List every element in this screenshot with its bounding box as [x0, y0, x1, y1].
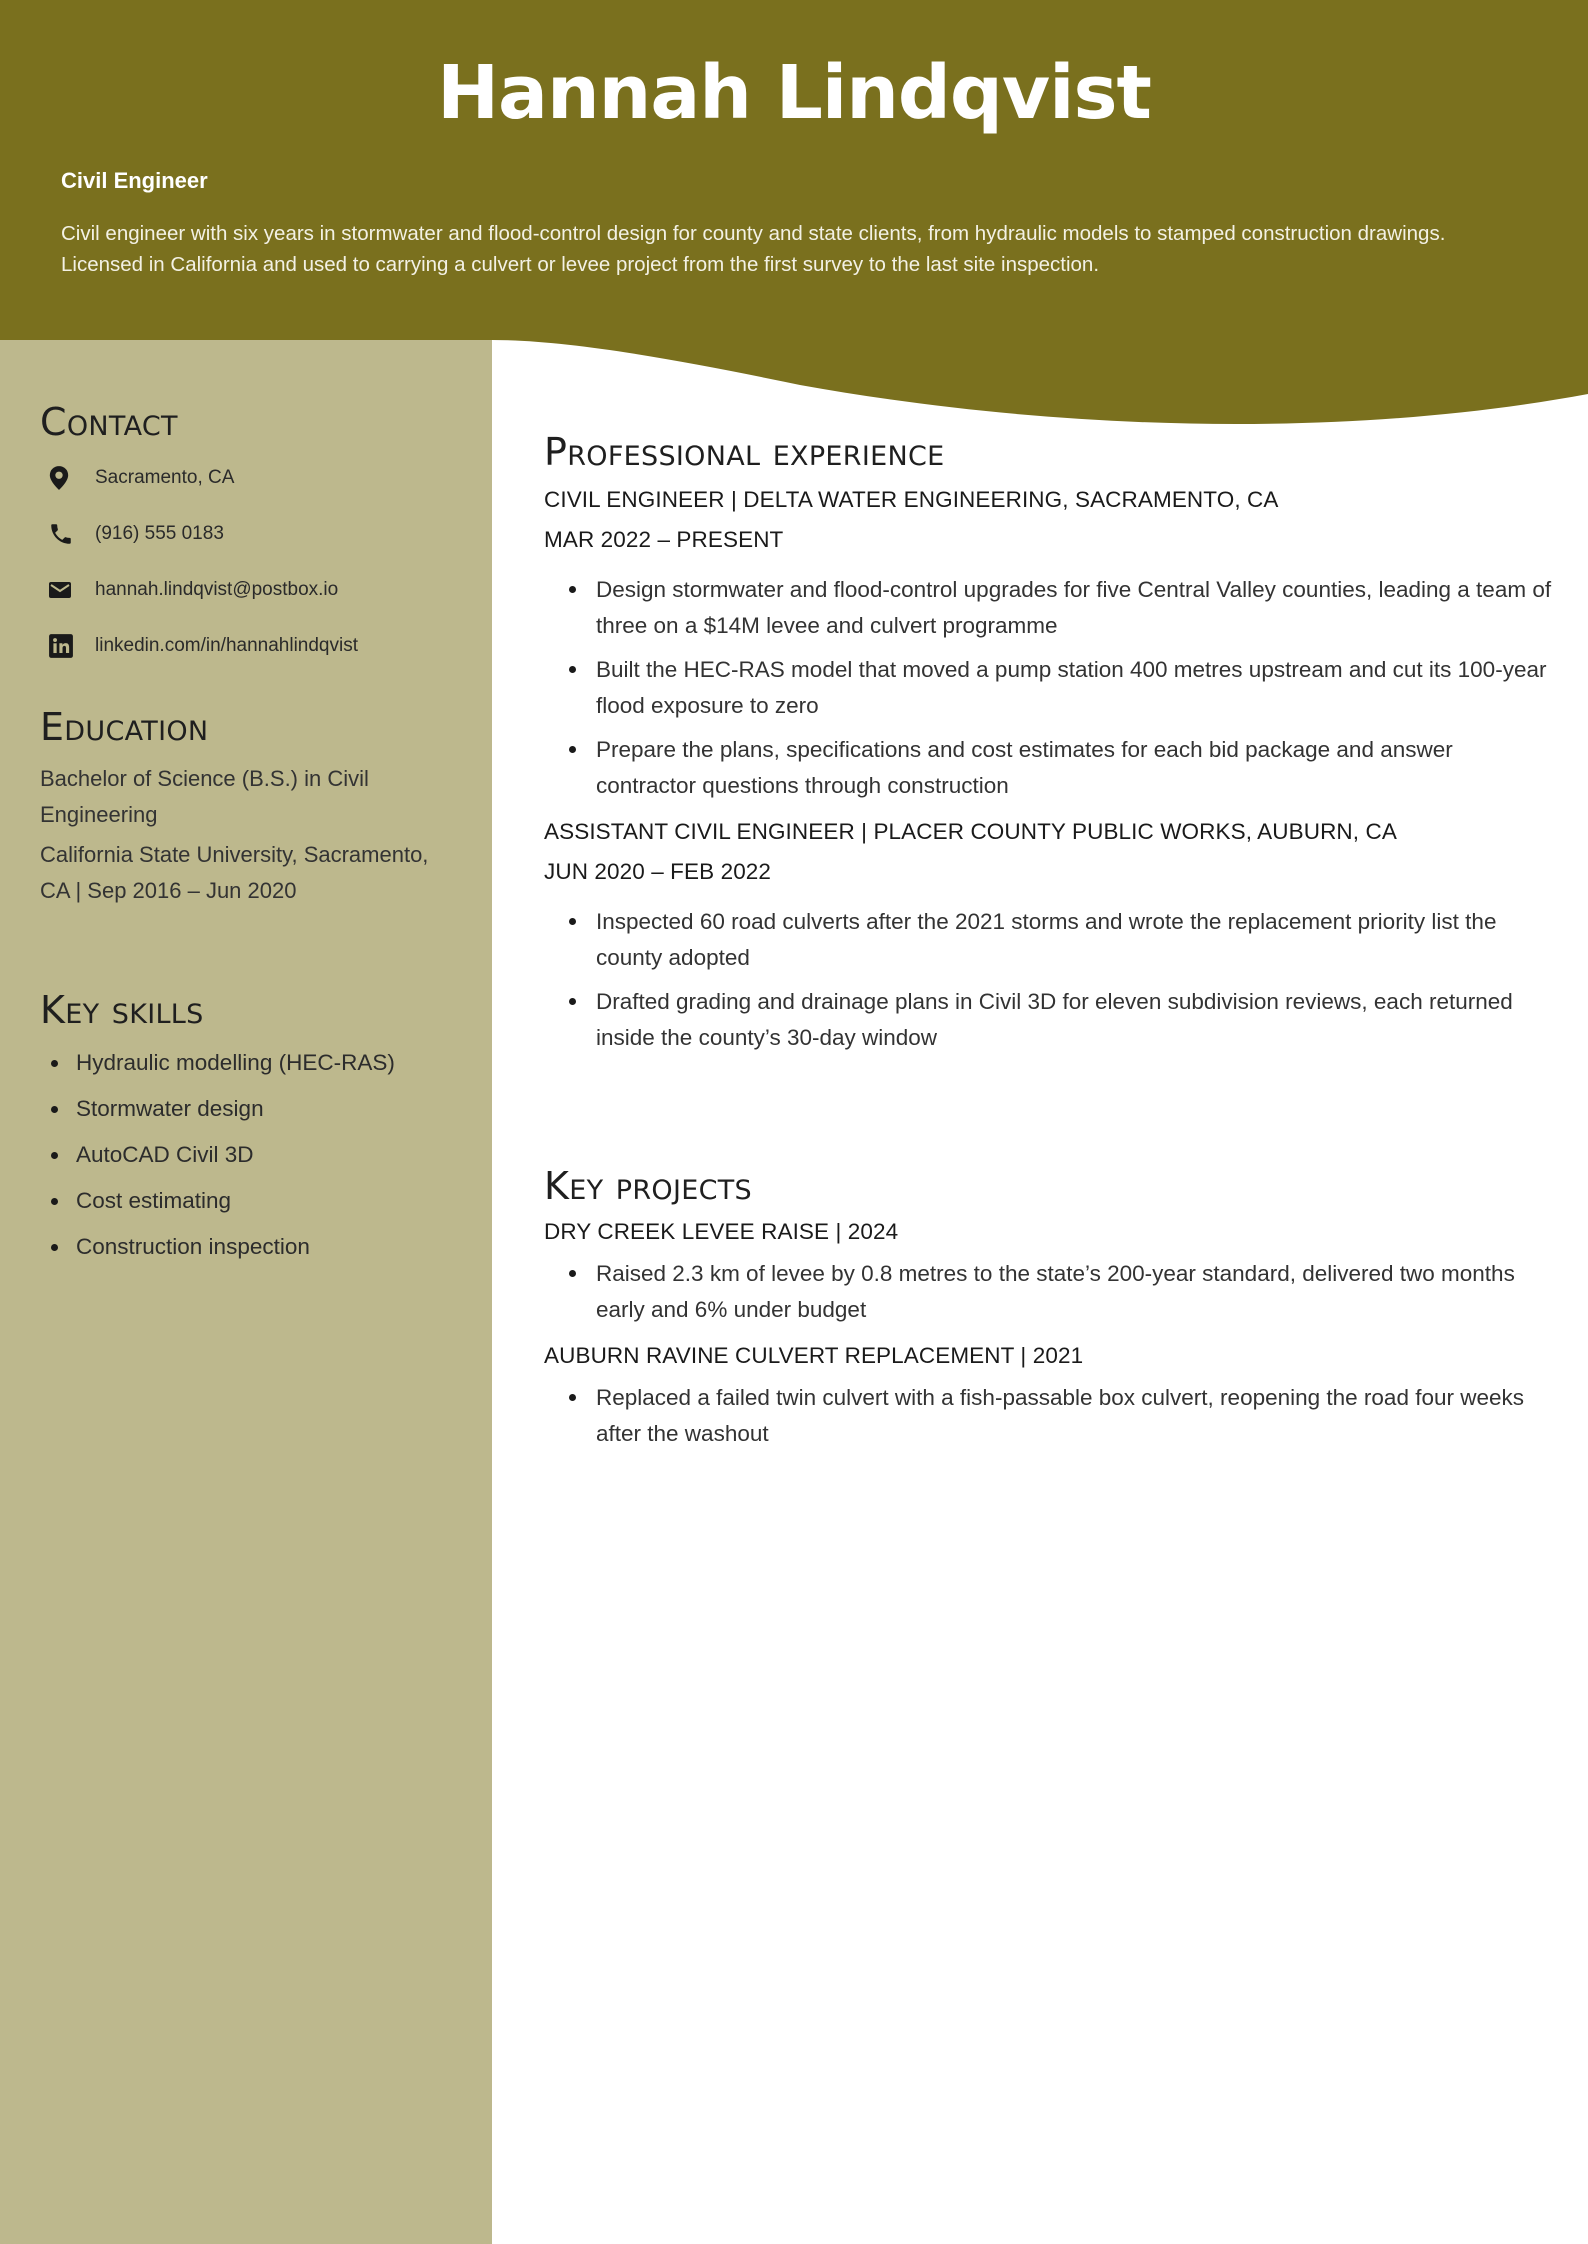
job-bullet: Design stormwater and flood-control upgrades for five Central Valley counties, leading a team of three on a $14M levee and culvert programme	[544, 572, 1554, 644]
contact-linkedin-text: linkedin.com/in/hannahlindqvist	[95, 635, 358, 656]
education-section	[40, 705, 460, 909]
skill-item: Construction inspection	[40, 1224, 460, 1270]
contact-phone-text: (916) 555 0183	[95, 523, 224, 544]
contact-email[interactable]	[40, 562, 460, 618]
job-entry	[544, 480, 1554, 804]
skill-item: Cost estimating	[40, 1178, 460, 1224]
job-bullet: Inspected 60 road culverts after the 2021 storms and wrote the replacement priority list the county adopted	[544, 904, 1554, 976]
skills-heading: Key skills	[40, 988, 204, 1032]
project-bullets	[544, 1256, 1554, 1328]
contact-email-text: hannah.lindqvist@postbox.io	[95, 579, 339, 600]
project-entry	[544, 1212, 1554, 1328]
experience-section	[544, 430, 1554, 1064]
skill-item: AutoCAD Civil 3D	[40, 1132, 460, 1178]
projects-heading: Key projects	[544, 1164, 752, 1208]
job-bullets	[544, 904, 1554, 1056]
contact-heading: Contact	[40, 400, 178, 444]
contact-phone[interactable]	[40, 506, 460, 562]
education-school: California State University, Sacramento, CA | Sep 2016 – Jun 2020	[40, 842, 429, 903]
job-bullets	[544, 572, 1554, 804]
project-bullets	[544, 1380, 1554, 1452]
project-bullet: Replaced a failed twin culvert with a fish-passable box culvert, reopening the road four weeks after the washout	[544, 1380, 1554, 1452]
phone-icon	[40, 516, 84, 552]
job-role: Civil Engineer	[61, 168, 208, 193]
skill-item: Stormwater design	[40, 1086, 460, 1132]
contact-linkedin[interactable]	[40, 618, 460, 674]
job-dates: JUN 2020 – FEB 2022	[544, 859, 772, 884]
experience-heading: Professional experience	[544, 430, 945, 474]
job-dates: MAR 2022 – PRESENT	[544, 527, 784, 552]
profile-summary: Civil engineer with six years in stormwater and flood-control design for county and state clients, from hydraulic models to stamped construction drawings. Licensed in California and used to carrying a culvert or levee project from the first survey to the last site inspection.	[61, 222, 1446, 276]
education-heading: Education	[40, 705, 209, 749]
email-icon	[40, 572, 84, 608]
project-title: AUBURN RAVINE CULVERT REPLACEMENT | 2021	[544, 1343, 1084, 1368]
candidate-name: Hannah Lindqvist	[437, 50, 1151, 136]
job-bullet: Prepare the plans, specifications and cost estimates for each bid package and answer contractor questions through construction	[544, 732, 1554, 804]
job-entry	[544, 812, 1554, 1056]
skills-section	[40, 988, 460, 1270]
skills-list	[40, 1040, 460, 1270]
job-title: ASSISTANT CIVIL ENGINEER | PLACER COUNTY PUBLIC WORKS, AUBURN, CA	[544, 819, 1397, 844]
contact-location-text: Sacramento, CA	[95, 467, 235, 488]
job-bullet: Drafted grading and drainage plans in Civil 3D for eleven subdivision reviews, each returned inside the county’s 30-day window	[544, 984, 1554, 1056]
job-title: CIVIL ENGINEER | DELTA WATER ENGINEERING, SACRAMENTO, CA	[544, 487, 1279, 512]
location-pin-icon	[40, 460, 84, 496]
education-degree: Bachelor of Science (B.S.) in Civil Engineering	[40, 766, 369, 827]
contact-location	[40, 450, 460, 506]
project-bullet: Raised 2.3 km of levee by 0.8 metres to the state’s 200-year standard, delivered two months early and 6% under budget	[544, 1256, 1554, 1328]
project-title: DRY CREEK LEVEE RAISE | 2024	[544, 1219, 899, 1244]
job-bullet: Built the HEC-RAS model that moved a pump station 400 metres upstream and cut its 100-year flood exposure to zero	[544, 652, 1554, 724]
project-entry	[544, 1336, 1554, 1452]
skill-item: Hydraulic modelling (HEC-RAS)	[40, 1040, 460, 1086]
contact-section	[40, 400, 460, 674]
projects-section	[544, 1164, 1554, 1460]
linkedin-icon	[40, 628, 84, 664]
